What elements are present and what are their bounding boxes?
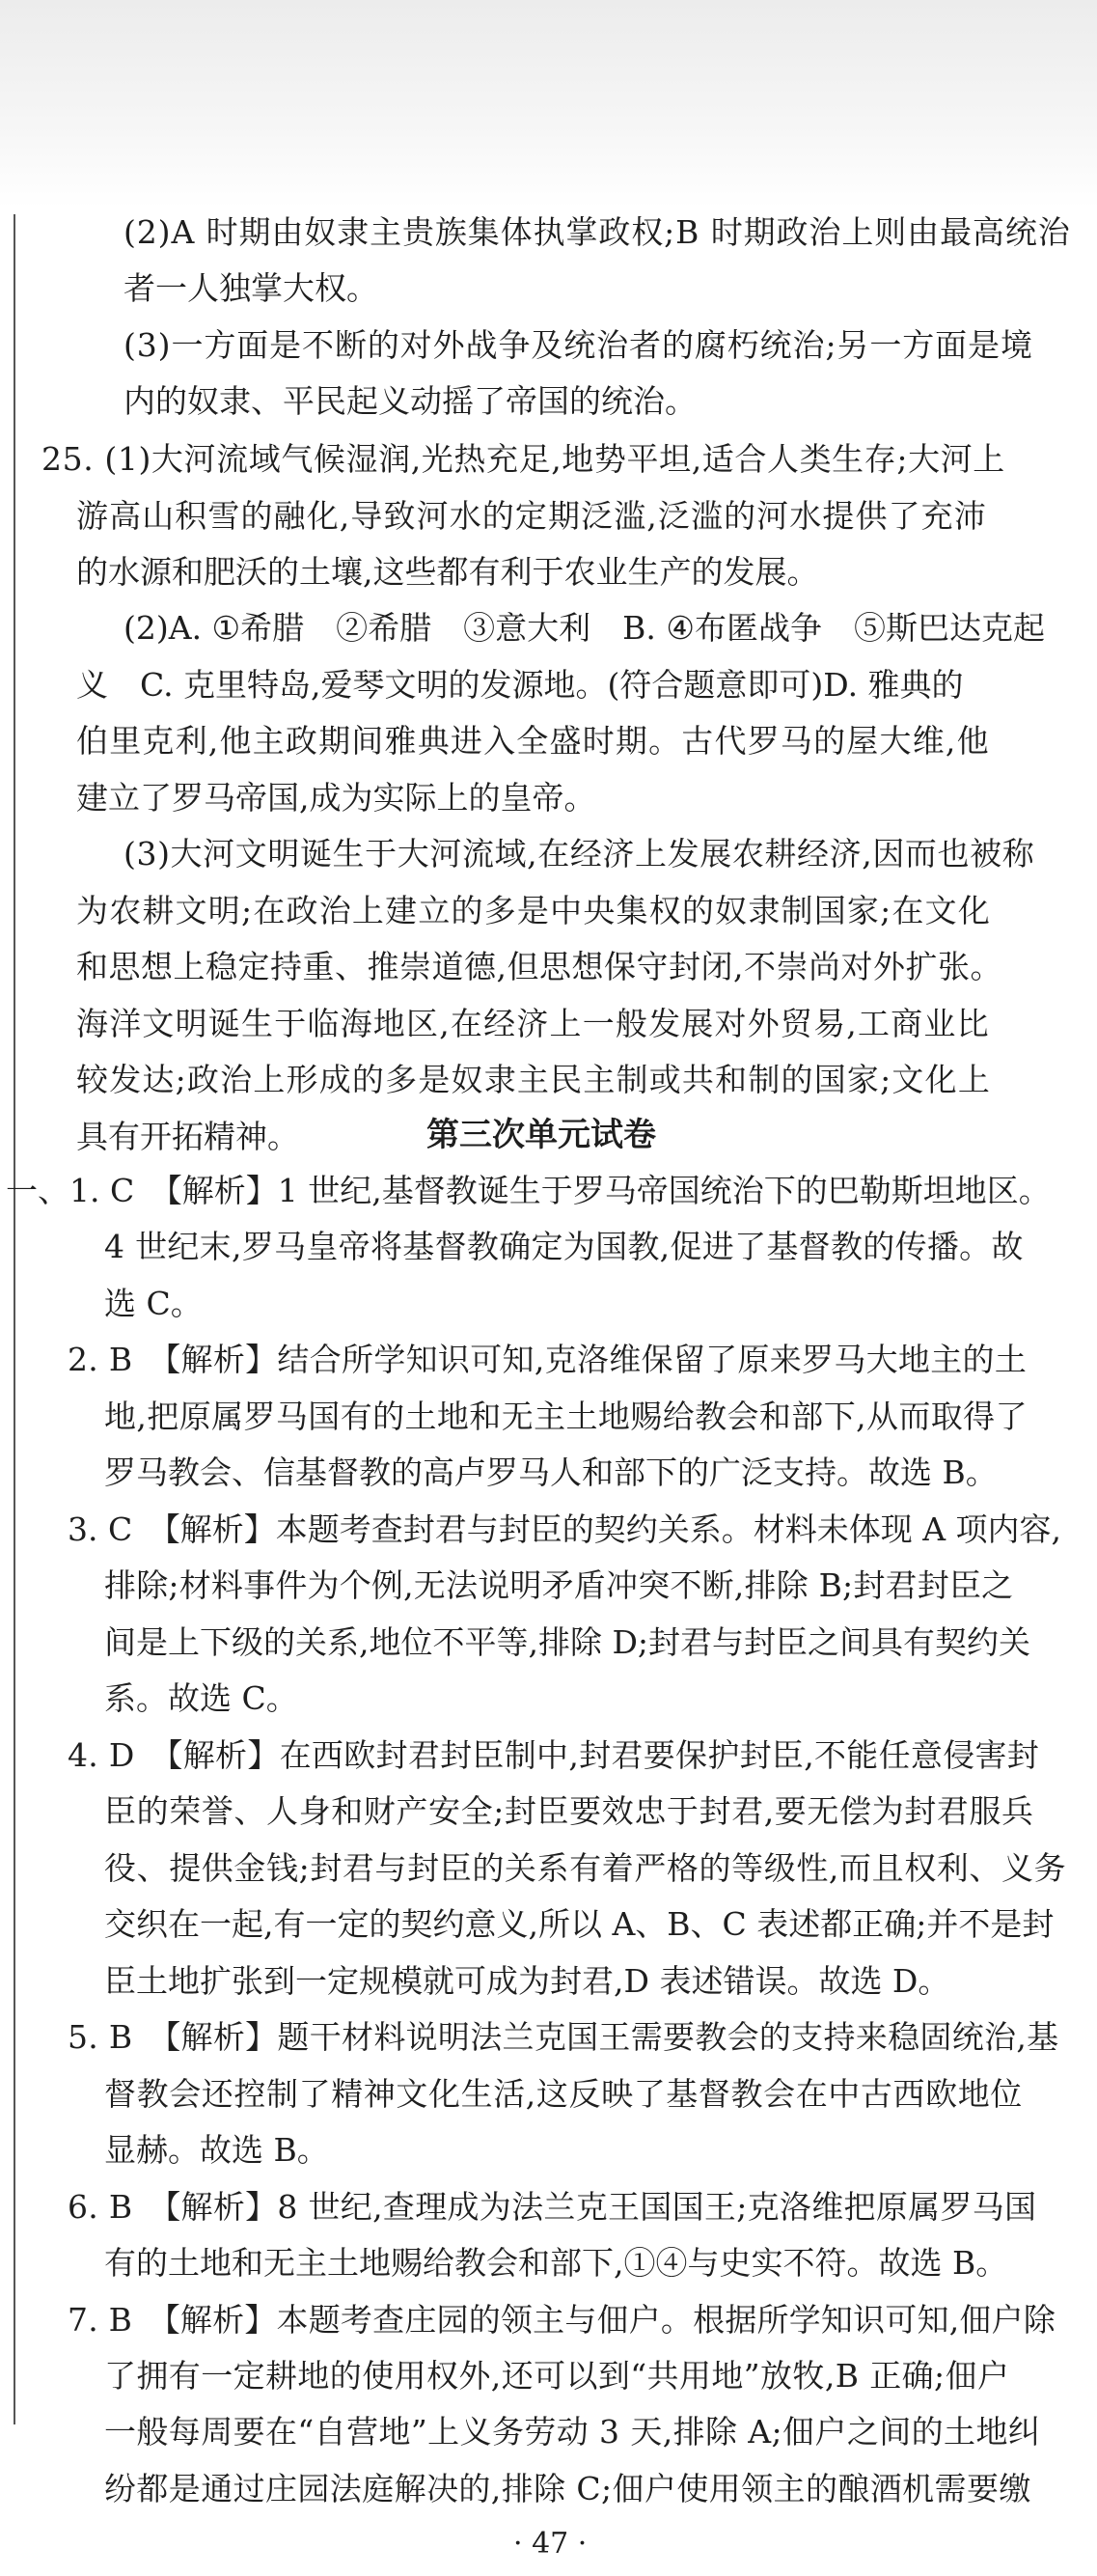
text-line: 了拥有一定耕地的使用权外,还可以到“共用地”放牧,B 正确;佃户 — [104, 2357, 1010, 2395]
text-line: 具有开拓精神。 — [76, 1118, 299, 1155]
text-line: 25. (1)大河流域气候湿润,光热充足,地势平坦,适合人类生存;大河上 — [41, 440, 1005, 478]
text-line: 间是上下级的关系,地位不平等,排除 D;封君与封臣之间具有契约关 — [104, 1623, 1031, 1661]
text-line: 内的奴隶、平民起义动摇了帝国的统治。 — [123, 382, 697, 420]
text-line: 排除;材料事件为个例,无法说明矛盾冲突不断,排除 B;封君封臣之 — [104, 1566, 1014, 1604]
text-line: 7. B 【解析】本题考查庄园的领主与佃户。根据所学知识可知,佃户除 — [68, 2301, 1056, 2339]
page-number: · 47 · — [513, 2527, 588, 2561]
text-line: 选 C。 — [104, 1285, 203, 1322]
text-line: 役、提供金钱;封君与封臣的关系有着严格的等级性,而且权利、义务 — [104, 1849, 1067, 1887]
text-line: 交织在一起,有一定的契约意义,所以 A、B、C 表述都正确;并不是封 — [104, 1905, 1055, 1943]
text-line: 义 C. 克里特岛,爱琴文明的发源地。(符合题意即可)D. 雅典的 — [76, 666, 964, 704]
text-line: 2. B 【解析】结合所学知识可知,克洛维保留了原来罗马大地主的土 — [68, 1341, 1028, 1378]
text-line: 游高山积雪的融化,导致河水的定期泛滥,泛滥的河水提供了充沛 — [76, 497, 987, 535]
text-line: 6. B 【解析】8 世纪,查理成为法兰克王国国王;克洛维把原属罗马国 — [68, 2188, 1037, 2226]
section-title: 第三次单元试卷 — [426, 1116, 656, 1154]
text-line: 有的土地和无主土地赐给教会和部下,①④与史实不符。故选 B。 — [104, 2244, 1008, 2282]
text-line: 一、1. C 【解析】1 世纪,基督教诞生于罗马帝国统治下的巴勒斯坦地区。 — [6, 1172, 1051, 1209]
text-line: (2)A. ①希腊 ②希腊 ③意大利 B. ④布匿战争 ⑤斯巴达克起 — [123, 609, 1045, 647]
text-line: 为农耕文明;在政治上建立的多是中央集权的奴隶制国家;在文化 — [76, 892, 992, 929]
text-line: 地,把原属罗马国有的土地和无主土地赐给教会和部下,从而取得了 — [104, 1398, 1028, 1435]
top-margin — [0, 0, 1097, 208]
text-line: 者一人独掌大权。 — [123, 269, 378, 307]
text-line: (2)A 时期由奴隶主贵族集体执掌政权;B 时期政治上则由最高统治 — [123, 213, 1071, 251]
text-line: 一般每周要在“自营地”上义务劳动 3 天,排除 A;佃户之间的土地纠 — [104, 2413, 1041, 2451]
text-line: 海洋文明诞生于临海地区,在经济上一般发展对外贸易,工商业比 — [76, 1005, 990, 1042]
text-line: 4 世纪末,罗马皇帝将基督教确定为国教,促进了基督教的传播。故 — [104, 1228, 1024, 1265]
text-line: 4. D 【解析】在西欧封君封臣制中,封君要保护封臣,不能任意侵害封 — [68, 1736, 1040, 1774]
left-margin-rule — [14, 214, 15, 2424]
text-line: 建立了罗马帝国,成为实际上的皇帝。 — [76, 779, 596, 817]
text-line: 和思想上稳定持重、推崇道德,但思想保守封闭,不崇尚对外扩张。 — [76, 948, 1002, 985]
text-line: 督教会还控制了精神文化生活,这反映了基督教会在中古西欧地位 — [104, 2075, 1023, 2113]
text-line: (3)大河文明诞生于大河流域,在经济上发展农耕经济,因而也被称 — [123, 835, 1035, 873]
text-line: 3. C 【解析】本题考查封君与封臣的契约关系。材料未体现 A 项内容, — [68, 1510, 1062, 1548]
text-line: 系。故选 C。 — [104, 1679, 298, 1717]
text-line: 伯里克利,他主政期间雅典进入全盛时期。古代罗马的屋大维,他 — [76, 722, 990, 760]
text-line: 显赫。故选 B。 — [104, 2131, 329, 2169]
text-line: (3)一方面是不断的对外战争及统治者的腐朽统治;另一方面是境 — [123, 326, 1033, 364]
text-line: 较发达;政治上形成的多是奴隶主民主制或共和制的国家;文化上 — [76, 1061, 992, 1098]
text-line: 纷都是通过庄园法庭解决的,排除 C;佃户使用领主的酿酒机需要缴 — [104, 2470, 1031, 2507]
text-line: 罗马教会、信基督教的高卢罗马人和部下的广泛支持。故选 B。 — [104, 1454, 998, 1491]
text-line: 的水源和肥沃的土壤,这些都有利于农业生产的发展。 — [76, 553, 819, 591]
text-line: 臣的荣誉、人身和财产安全;封臣要效忠于封君,要无偿为封君服兵 — [104, 1792, 1034, 1830]
text-line: 臣土地扩张到一定规模就可成为封君,D 表述错误。故选 D。 — [104, 1962, 950, 2000]
text-line: 5. B 【解析】题干材料说明法兰克国王需要教会的支持来稳固统治,基 — [68, 2018, 1059, 2056]
